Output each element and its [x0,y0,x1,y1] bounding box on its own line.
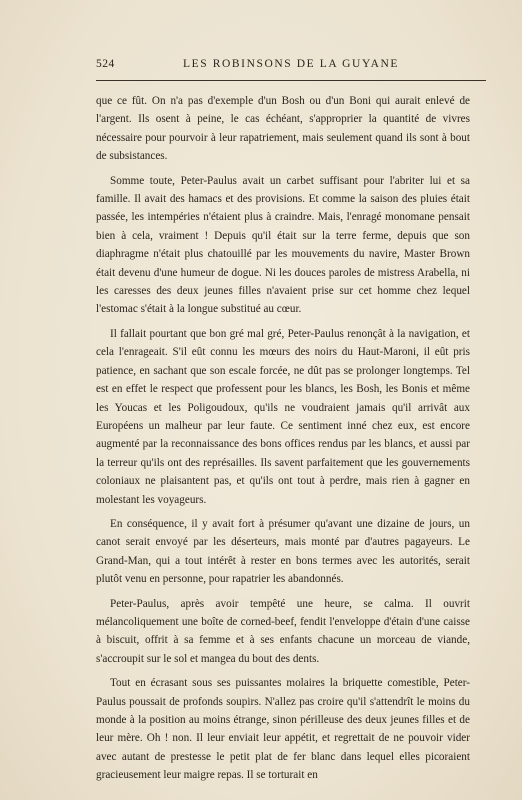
header-rule [96,80,486,81]
paragraph: En conséquence, il y avait fort à présumer qu'avant une dizaine de jours, un canot serait envoyé par les déserteurs, mais monté par d'autres pagayeurs. Le Grand-Man, qui a tout intérêt à rester en bons termes avec les autorités, serait plutôt venu en personne, pour rapatrier les abandonnés. [96,517,470,586]
paragraph: Somme toute, Peter-Paulus avait un carbet suffisant pour l'abriter lui et sa famille. Il avait des hamacs et des provisions. Et comme la saison des pluies était passée, les intempéries n'étaient plus à craindre. Mais, l'enragé monomane pensait bien à cela, vraiment ! Depuis qu'il était sur la terre ferme, depuis que son diaphragme n'était plus chatouillé par les mouvements du navire, Master Brown était devenu d'une humeur de dogue. Ni les douces paroles de mistress Arabella, ni les caresses des deux jeunes filles n'avaient prise sur cet homme chez lequel l'estomac s'était à la longue substitué au cœur. [96,174,470,316]
paragraph: Peter-Paulus, après avoir tempêté une heure, se calma. Il ouvrit mélancoliquement une boîte de corned-beef, fendit l'enveloppe d'étain d'une caisse à biscuit, offrit à sa femme et à ses enfants chacune un morceau de viande, s'accroupit sur le sol et mangea du bout des dents. [96,597,470,665]
page-number: 524 [96,58,115,70]
paragraph: que ce fût. On n'a pas d'exemple d'un Bosh ou d'un Boni qui aurait enlevé de l'argent. Ils osent à peine, le cas échéant, s'approprier la quantité de vivres nécessaire pour pourvoir à leur rapatriement, mais seulement quand ils sont à bout de subsistances. [96,95,470,163]
running-title: LES ROBINSONS DE LA GUYANE [182,58,400,70]
paragraph: Tout en écrasant sous ses puissantes molaires la briquette comestible, Peter-Paulus poussait de profonds soupirs. N'allez pas croire qu'il s'attendrît le moins du monde à la position au moins étrange, sinon périlleuse des deux jeunes filles et de leur mère. Oh ! non. Il leur enviait leur appétit, et regrettait de ne pouvoir vider avec autant de prestesse le petit plat de fer blanc dans lequel elles picoraient gracieusement leur maigre repas. Il se torturait en [96,677,470,782]
paragraph: Il fallait pourtant que bon gré mal gré, Peter-Paulus renonçât à la navigation, et cela l'enrageait. S'il eût connu les mœurs des noirs du Haut-Maroni, il eût pris patience, en sachant que son escale forcée, ne dût pas se prolonger longtemps. Tel est en effet le respect que professent pour les blancs, les Bosh, les Bonis et même les Youcas et les Poligoudoux, qu'ils ne voudraient jamais qu'il arrivât aux Européens un malheur par leur faute. Ce sentiment inné chez eux, est encore augmenté par la reconnaissance des bons offices rendus par les blancs, et aussi par la terreur qu'ils ont des représailles. Ils savent parfaitement que les gouvernements coloniaux ne plaisantent pas, et qu'ils ont tout à perdre, mais rien à gagner en molestant les voyageurs. [96,327,470,506]
page-header [96,58,486,76]
body-text [96,92,470,791]
